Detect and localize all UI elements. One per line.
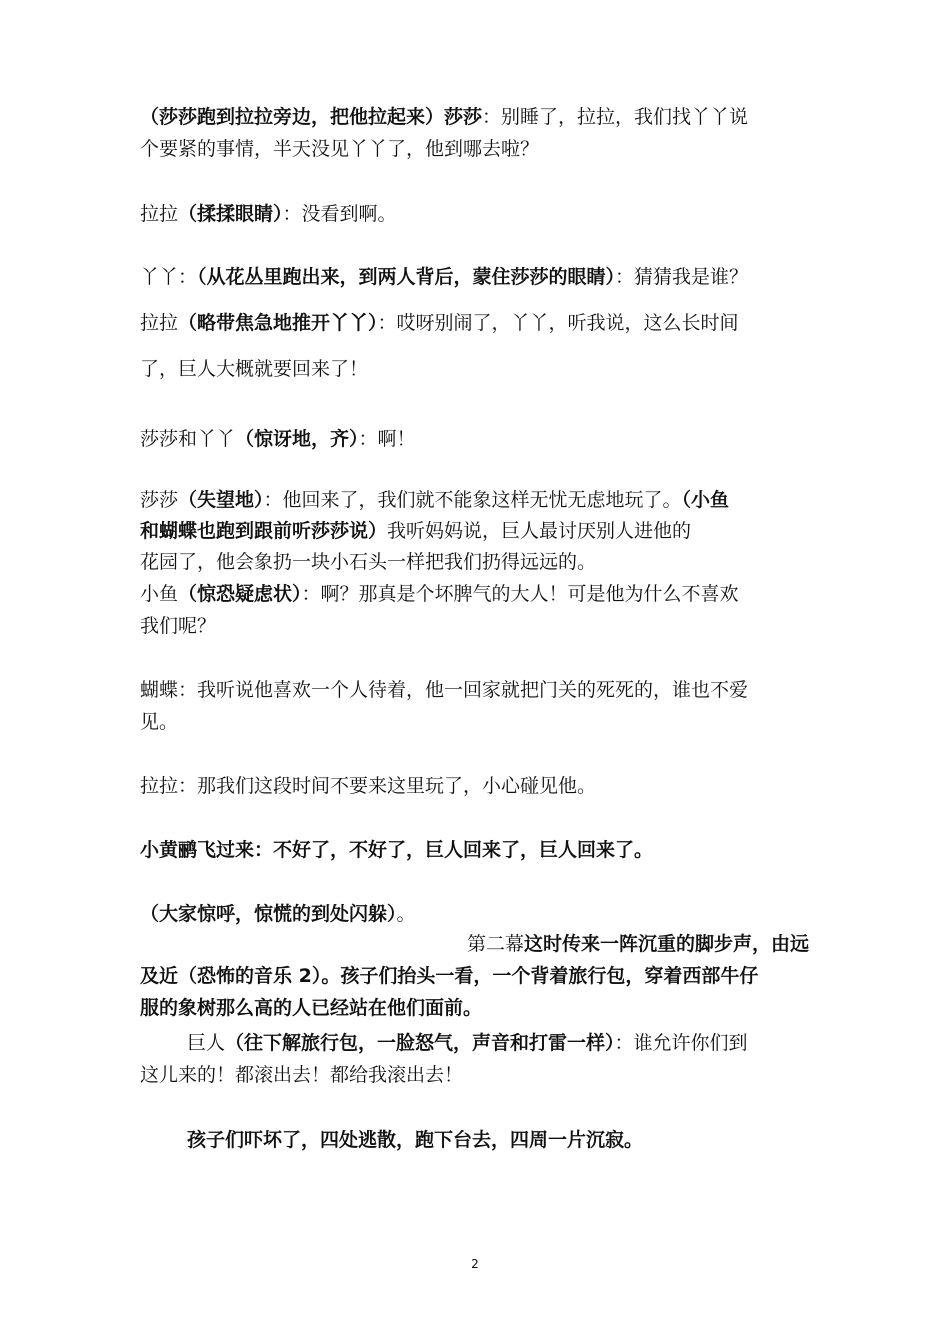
- text-line: [140, 104, 748, 130]
- text-line: 及近（恐怖的音乐 2）。孩子们抬头一看，一个背着旅行包，穿着西部牛仔: [140, 965, 759, 987]
- text-line: [187, 1030, 748, 1056]
- stage-direction: （惊恐疑虑状）: [178, 583, 302, 605]
- stage-direction: （略带焦急地推开丫丫）: [178, 312, 378, 334]
- dialogue: ：啊？那真是个坏脾气的大人！可是他为什么不喜欢: [301, 583, 739, 605]
- text-line: [140, 264, 748, 290]
- speaker: 拉拉: [140, 203, 179, 225]
- stage-direction: （从花丛里跑出来，到两人背后，蒙住莎莎的眼睛）: [197, 266, 616, 288]
- stage-direction: （失望地）: [178, 489, 264, 511]
- text-line: 见。: [140, 711, 179, 733]
- text-line: [140, 518, 691, 544]
- text-line: [140, 201, 397, 227]
- stage-direction: （莎莎跑到拉拉旁边，把他拉起来）莎莎: [140, 106, 483, 128]
- text-line: 这儿来的！都滚出去！都给我滚出去！: [140, 1064, 464, 1086]
- text-line: 了，巨人大概就要回来了！: [140, 358, 369, 380]
- dialogue: ：他回来了，我们就不能象这样无忧无虑地玩了。: [263, 489, 682, 511]
- text-line: 孩子们吓坏了，四处逃散，跑下台去，四周一片沉寂。: [187, 1129, 644, 1151]
- text-line: 花园了，他会象扔一块小石头一样把我们扔得远远的。: [140, 551, 597, 573]
- dialogue: ：哎呀别闹了，丫丫，听我说，这么长时间: [377, 312, 739, 334]
- text-line: [467, 931, 809, 957]
- speaker: 巨人: [187, 1032, 226, 1054]
- text-line: [140, 310, 739, 336]
- dialogue: ：别睡了，拉拉，我们找丫丫说: [482, 106, 749, 128]
- dialogue: ：啊！: [358, 428, 416, 450]
- text-line: [140, 487, 729, 513]
- dialogue: ：谁允许你们到: [614, 1032, 748, 1054]
- page-number: 2: [471, 1257, 479, 1271]
- dialogue: 我听妈妈说，巨人最讨厌别人进他的: [387, 520, 692, 542]
- punctuation: 。: [396, 903, 416, 925]
- text-line: [140, 581, 739, 607]
- text-line: 蝴蝶：我听说他喜欢一个人待着，他一回家就把门关的死死的，谁也不爱: [140, 679, 749, 701]
- stage-direction: （大家惊呼，惊慌的到处闪躲）: [140, 903, 397, 925]
- dialogue: ：猜猜我是谁？: [615, 266, 749, 288]
- text-line: 拉拉：那我们这段时间不要来这里玩了，小心碰见他。: [140, 775, 597, 797]
- text-line: [140, 426, 416, 452]
- text-line: 我们呢？: [140, 615, 217, 637]
- speaker: 小鱼: [140, 583, 179, 605]
- speaker: 丫丫：: [140, 266, 198, 288]
- stage-direction: （惊讶地，齐）: [235, 428, 359, 450]
- stage-direction: （小鱼: [681, 489, 730, 511]
- text-line: [140, 901, 416, 927]
- speaker: 莎莎和丫丫: [140, 428, 236, 450]
- speaker: 莎莎: [140, 489, 179, 511]
- stage-direction: （往下解旅行包，一脸怒气，声音和打雷一样）: [225, 1032, 615, 1054]
- speaker: 拉拉: [140, 312, 179, 334]
- stage-direction: 这时传来一阵沉重的脚步声，由远: [524, 933, 810, 955]
- stage-direction: （揉揉眼睛）: [178, 203, 283, 225]
- stage-direction: 和蝴蝶也跑到跟前听莎莎说）: [140, 520, 388, 542]
- text-line: 服的象树那么高的人已经站在他们面前。: [140, 997, 483, 1019]
- text-line: 小黄鹂飞过来：不好了，不好了，巨人回来了，巨人回来了。: [140, 839, 654, 861]
- text-line: 个要紧的事情，半天没见丫丫了，他到哪去啦？: [140, 138, 540, 160]
- act-heading: 第二幕: [467, 933, 525, 955]
- dialogue: ：没看到啊。: [282, 203, 397, 225]
